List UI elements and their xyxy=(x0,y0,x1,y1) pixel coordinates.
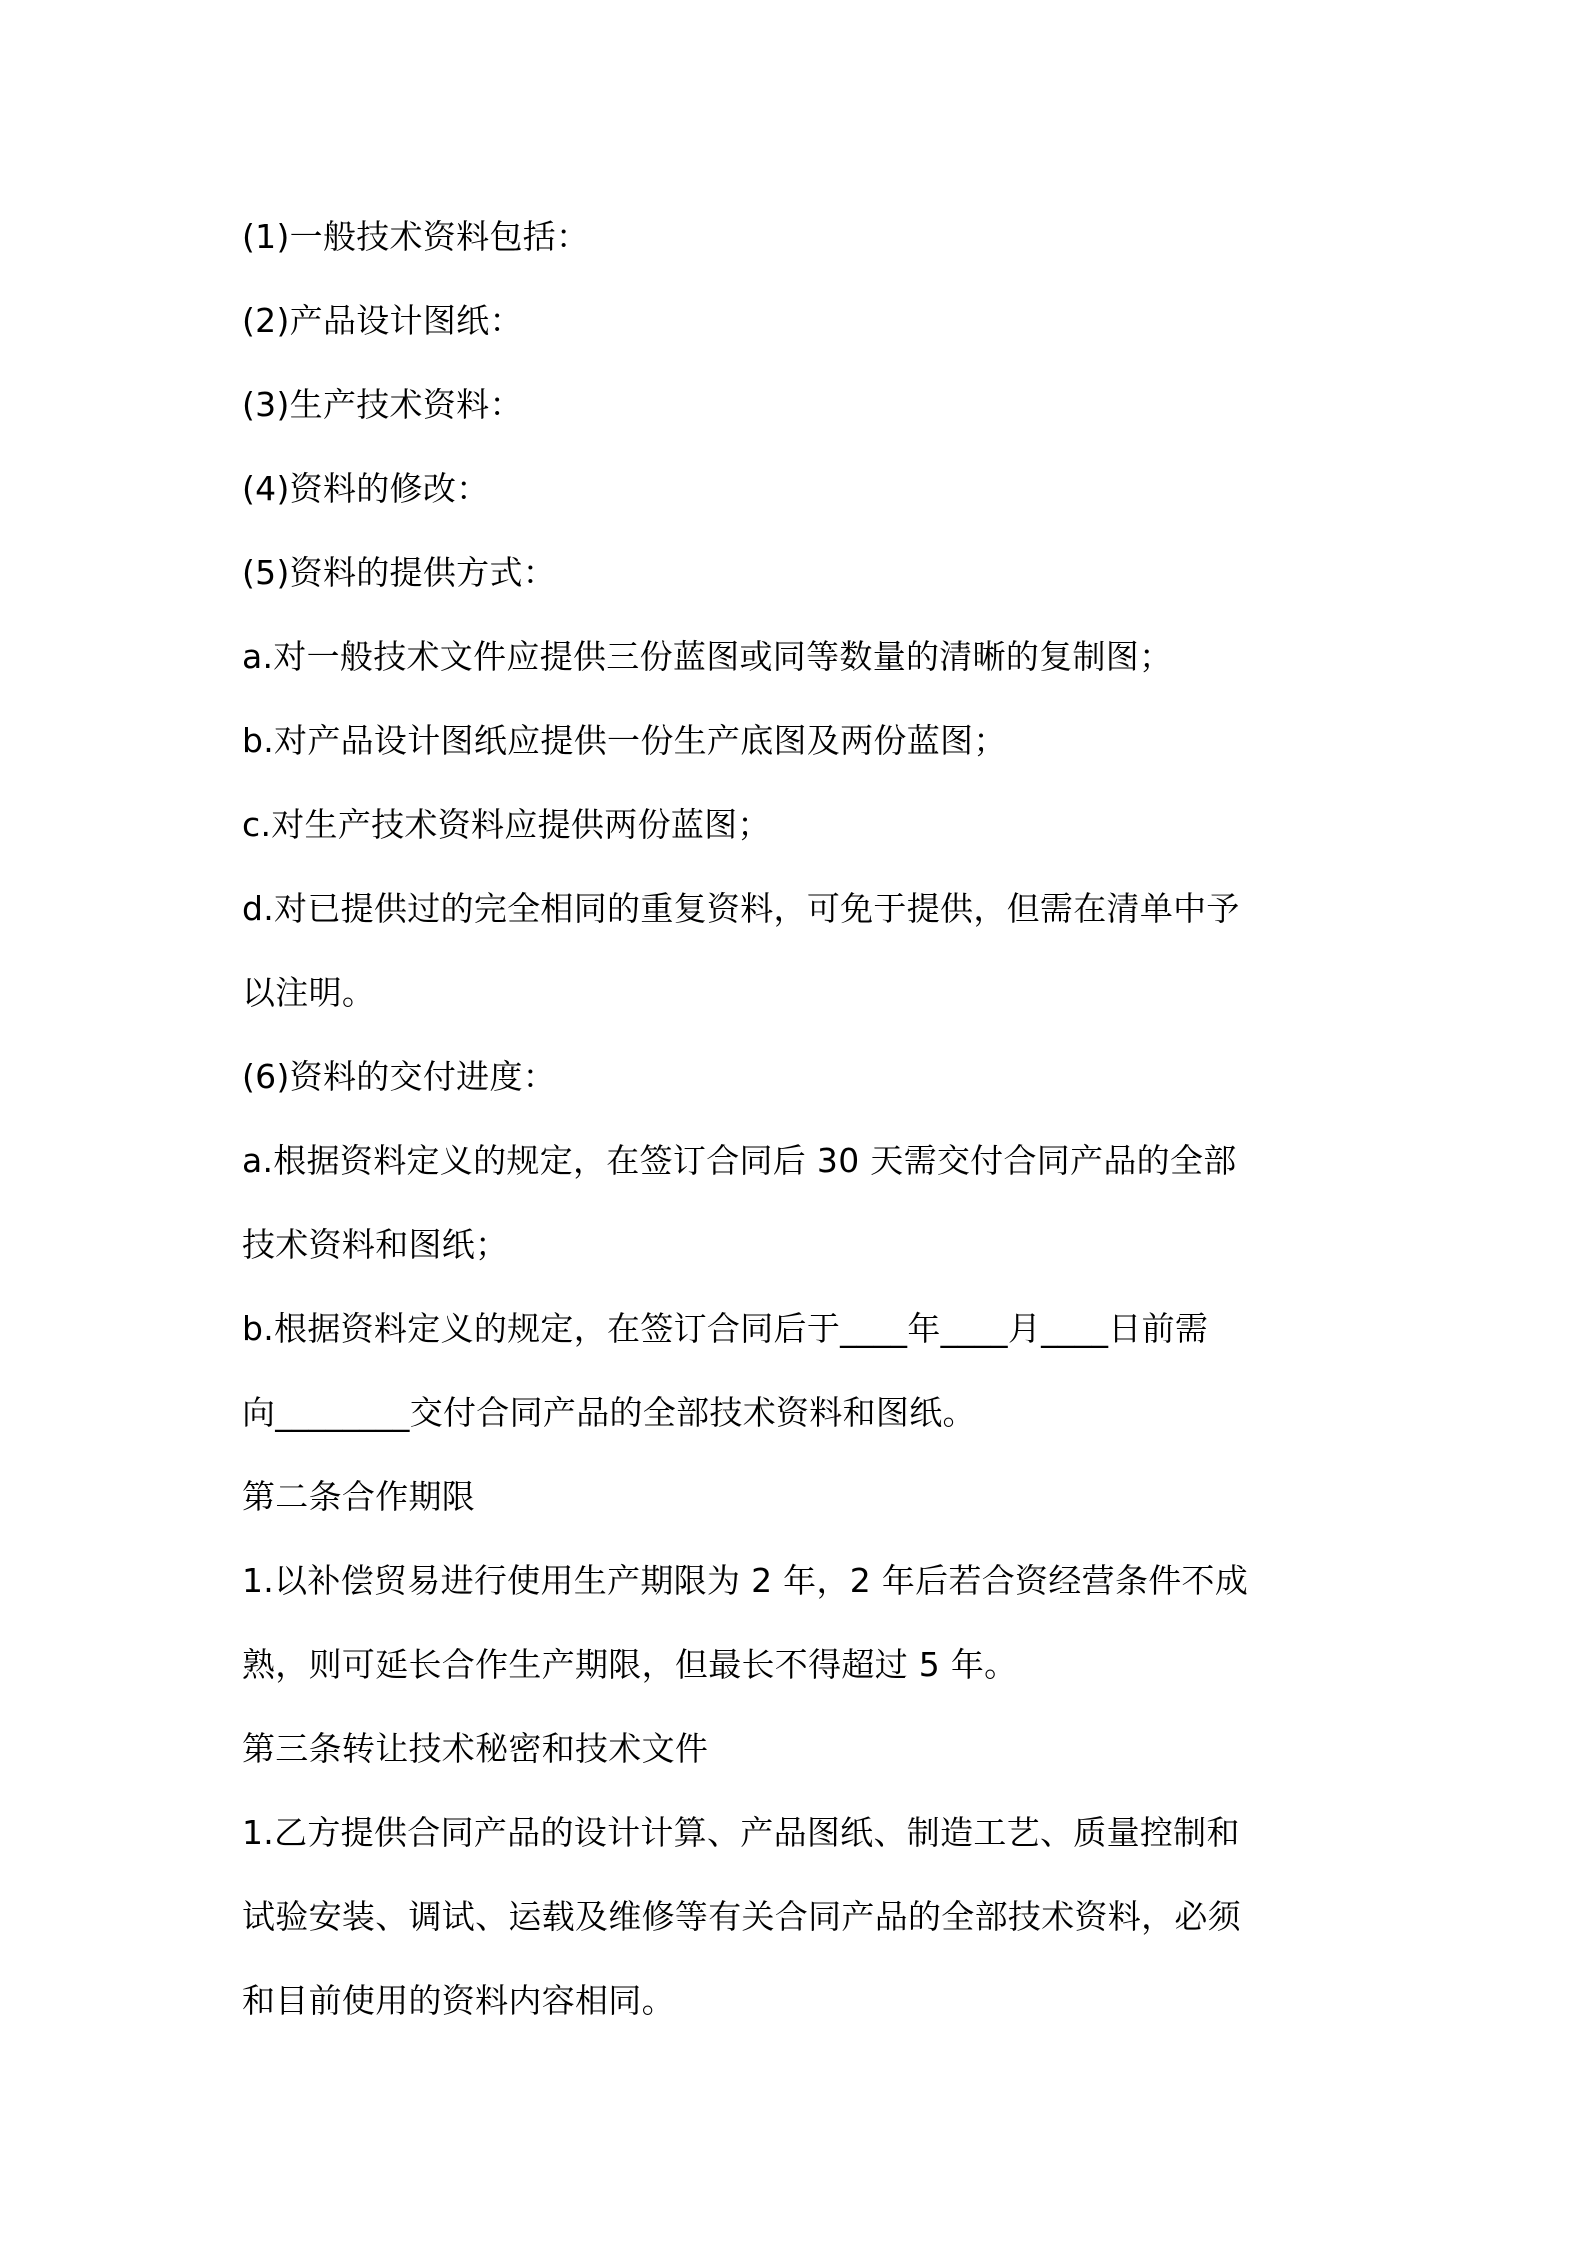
subitem-d-duplicate-data-continued: 以注明。 xyxy=(242,973,376,1012)
item-data-modification: (4)资料的修改： xyxy=(242,469,490,508)
subitem-a-general-documents: a.对一般技术文件应提供三份蓝图或同等数量的清晰的复制图； xyxy=(242,637,1173,676)
subitem-a-delivery-30-days: a.根据资料定义的规定，在签订合同后 30 天需交付合同产品的全部 xyxy=(242,1141,1237,1180)
article-two-clause-1: 1.以补偿贸易进行使用生产期限为 2 年，2 年后若合资经营条件不成 xyxy=(242,1561,1249,1600)
item-product-design-drawings: (2)产品设计图纸： xyxy=(242,301,523,340)
article-three-heading: 第三条转让技术秘密和技术文件 xyxy=(242,1729,709,1768)
article-two-clause-1-continued: 熟，则可延长合作生产期限，但最长不得超过 5 年。 xyxy=(242,1645,1018,1684)
subitem-b-design-drawings: b.对产品设计图纸应提供一份生产底图及两份蓝图； xyxy=(242,721,1007,760)
subitem-b-delivery-continued: 向________交付合同产品的全部技术资料和图纸。 xyxy=(242,1393,976,1432)
item-general-technical-data: (1)一般技术资料包括： xyxy=(242,217,590,256)
subitem-a-delivery-continued: 技术资料和图纸； xyxy=(242,1225,509,1264)
subitem-d-duplicate-data: d.对已提供过的完全相同的重复资料，可免于提供，但需在清单中予 xyxy=(242,889,1240,928)
item-production-technical-data: (3)生产技术资料： xyxy=(242,385,523,424)
document-body xyxy=(242,195,1362,2043)
article-two-heading: 第二条合作期限 xyxy=(242,1477,476,1516)
item-data-delivery-schedule: (6)资料的交付进度： xyxy=(242,1057,557,1096)
subitem-c-production-data: c.对生产技术资料应提供两份蓝图； xyxy=(242,805,771,844)
article-three-clause-1: 1.乙方提供合同产品的设计计算、产品图纸、制造工艺、质量控制和 xyxy=(242,1813,1240,1852)
article-three-clause-1-end: 和目前使用的资料内容相同。 xyxy=(242,1981,675,2020)
subitem-b-delivery-date: b.根据资料定义的规定，在签订合同后于____年____月____日前需 xyxy=(242,1309,1209,1348)
article-three-clause-1-continued: 试验安装、调试、运载及维修等有关合同产品的全部技术资料，必须 xyxy=(242,1897,1241,1936)
item-data-provision-method: (5)资料的提供方式： xyxy=(242,553,557,592)
